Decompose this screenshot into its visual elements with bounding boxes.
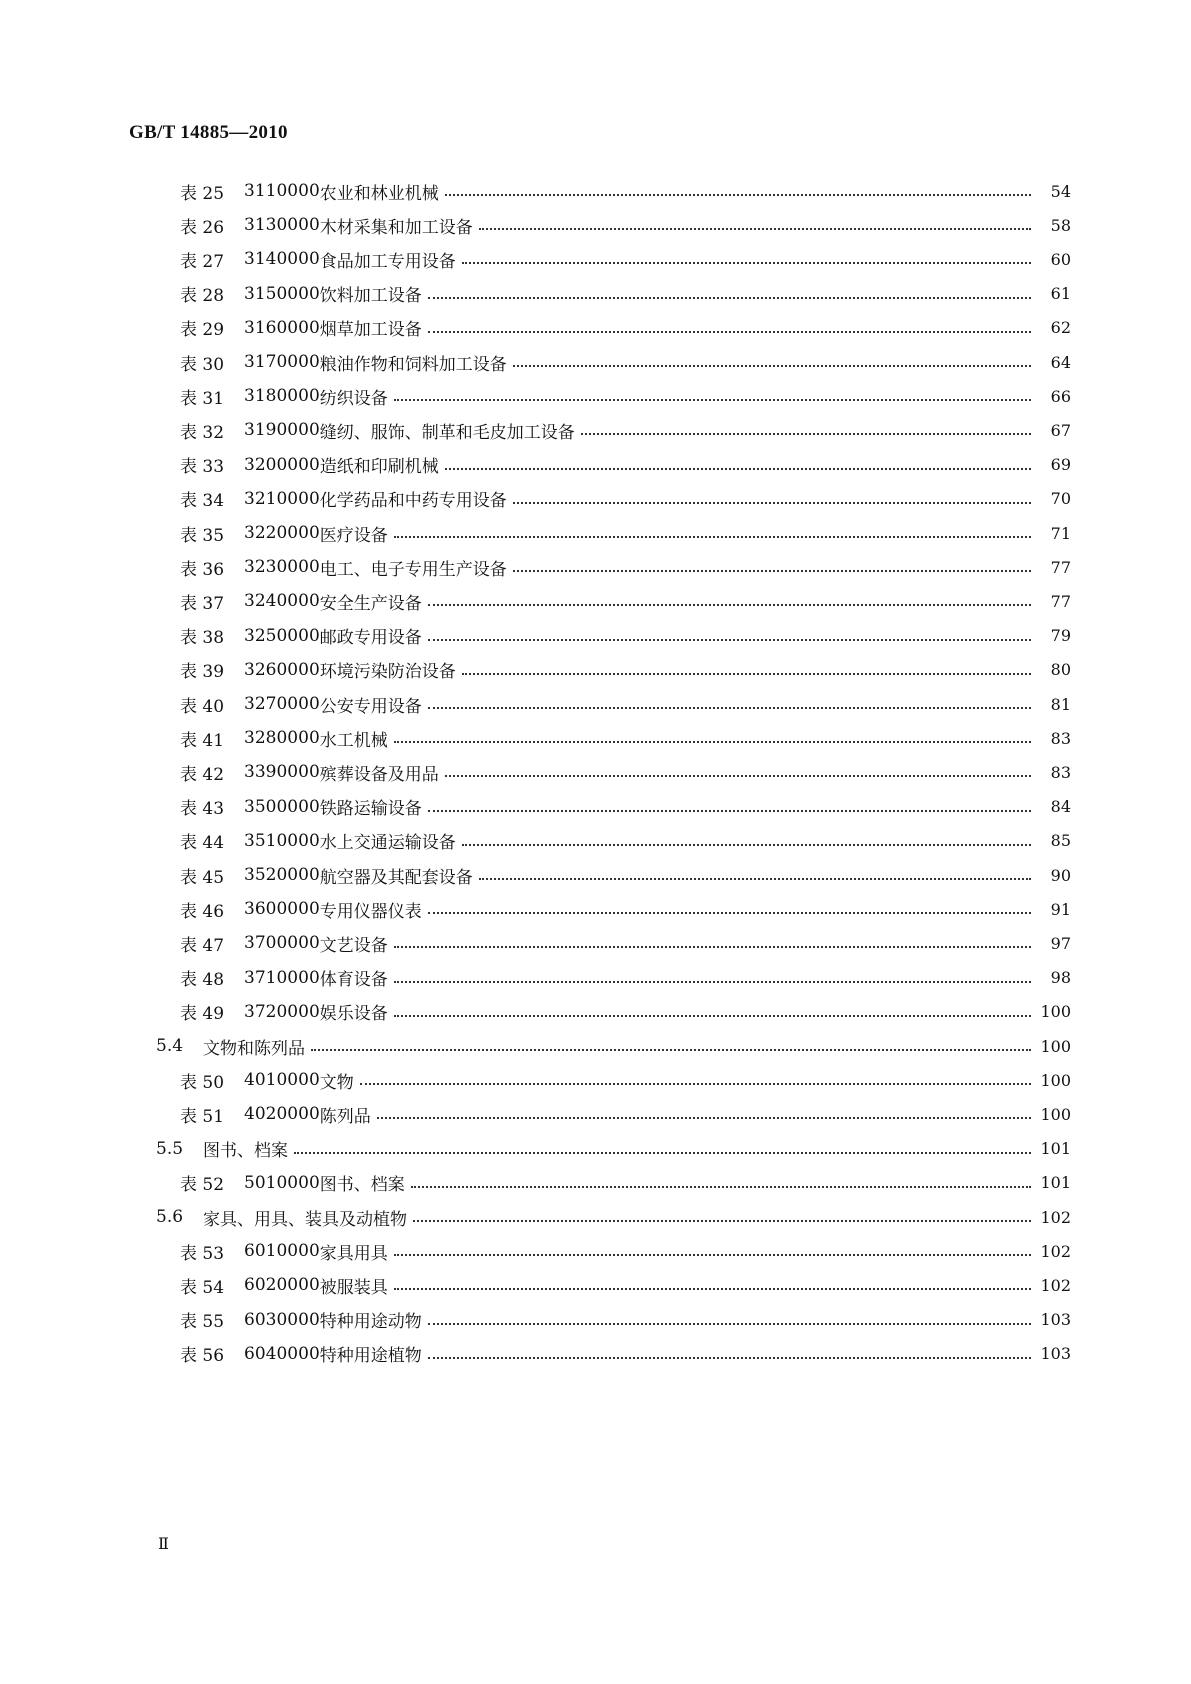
toc-table-row[interactable] — [0, 1097, 1191, 1131]
toc-table-row[interactable] — [0, 174, 1191, 208]
entry-title: 文艺设备 — [319, 935, 388, 956]
page-ref: 58 — [1050, 215, 1071, 235]
page-ref: 85 — [1050, 831, 1071, 851]
entry-title: 木材采集和加工设备 — [319, 217, 473, 238]
toc-entry — [180, 1234, 1071, 1268]
table-label: 表 46 — [180, 901, 225, 922]
toc-entry — [180, 345, 1071, 379]
toc-table-row[interactable] — [0, 482, 1191, 516]
table-label: 表 56 — [180, 1346, 225, 1367]
page-ref: 69 — [1050, 455, 1071, 475]
toc-table-row[interactable] — [0, 755, 1191, 789]
entry-title: 家具用具 — [319, 1243, 388, 1264]
page-ref: 102 — [1040, 1207, 1071, 1227]
dot-leader — [394, 995, 1031, 1029]
classification-code: 3270000 — [244, 694, 320, 714]
classification-code: 3150000 — [244, 283, 320, 304]
dot-leader — [394, 961, 1031, 995]
dot-leader — [411, 1166, 1031, 1200]
toc-entry — [180, 208, 1071, 242]
page-ref: 64 — [1050, 352, 1071, 372]
page-ref: 60 — [1050, 249, 1071, 269]
page-ref: 81 — [1050, 694, 1071, 714]
entry-title: 专用仪器仪表 — [319, 901, 422, 922]
page-number: Ⅱ — [158, 1536, 169, 1553]
dot-leader — [428, 1303, 1031, 1337]
page-ref: 84 — [1050, 797, 1071, 817]
entry-title: 纺织设备 — [319, 388, 388, 409]
toc-table-row[interactable] — [0, 413, 1191, 447]
entry-title: 图书、档案 — [319, 1175, 405, 1196]
dot-leader — [428, 311, 1031, 345]
toc-entry — [180, 858, 1071, 892]
page-ref: 83 — [1050, 728, 1071, 748]
entry-title: 烟草加工设备 — [319, 320, 422, 341]
page-ref: 103 — [1040, 1344, 1071, 1364]
classification-code: 3200000 — [244, 454, 320, 475]
page-ref: 98 — [1050, 968, 1071, 988]
toc-entry — [180, 550, 1071, 584]
dot-leader — [513, 482, 1031, 516]
dot-leader — [445, 755, 1031, 789]
page-ref: 102 — [1040, 1241, 1071, 1261]
entry-title: 环境污染防治设备 — [319, 662, 456, 683]
toc-entry — [180, 721, 1071, 755]
toc-table-row[interactable] — [0, 448, 1191, 482]
table-label: 表 30 — [180, 354, 225, 375]
entry-title: 粮油作物和饲料加工设备 — [319, 354, 507, 375]
page-ref: 100 — [1040, 1036, 1071, 1056]
toc-table-row[interactable] — [0, 858, 1191, 892]
toc-table-row[interactable] — [0, 1337, 1191, 1371]
toc-table-row[interactable] — [0, 926, 1191, 960]
entry-title: 造纸和印刷机械 — [319, 457, 439, 478]
entry-title: 饮料加工设备 — [319, 286, 422, 307]
classification-code: 6040000 — [244, 1343, 320, 1364]
dot-leader — [428, 277, 1031, 311]
entry-title: 体育设备 — [319, 970, 388, 991]
toc-table-row[interactable] — [0, 277, 1191, 311]
toc-table-row[interactable] — [0, 790, 1191, 824]
classification-code: 3600000 — [244, 899, 320, 920]
dot-leader — [394, 1268, 1031, 1302]
classification-code: 6010000 — [244, 1241, 320, 1262]
classification-code: 3240000 — [244, 591, 320, 612]
toc-table-row[interactable] — [0, 1063, 1191, 1097]
dot-leader — [377, 1097, 1031, 1131]
toc-entry — [180, 413, 1071, 447]
page-ref: 97 — [1050, 933, 1071, 953]
toc-entry — [180, 584, 1071, 618]
toc-table-row[interactable] — [0, 892, 1191, 926]
table-label: 表 43 — [180, 799, 225, 820]
table-label: 表 45 — [180, 867, 225, 888]
table-label: 表 42 — [180, 764, 225, 785]
toc-table-row[interactable] — [0, 995, 1191, 1029]
section-number: 5.5 — [156, 1138, 184, 1159]
entry-title: 陈列品 — [319, 1106, 371, 1127]
toc-table-row[interactable] — [0, 516, 1191, 550]
toc-entry — [180, 277, 1071, 311]
table-label: 表 32 — [180, 422, 225, 443]
toc-entry — [180, 653, 1071, 687]
table-label: 表 39 — [180, 662, 225, 683]
page-ref: 101 — [1040, 1139, 1071, 1159]
classification-code: 3210000 — [244, 488, 320, 509]
dot-leader — [394, 379, 1031, 413]
toc-entry — [180, 824, 1071, 858]
toc-table-row[interactable] — [0, 311, 1191, 345]
table-label: 表 52 — [180, 1175, 225, 1196]
dot-leader — [462, 242, 1031, 276]
table-label: 表 55 — [180, 1312, 225, 1333]
dot-leader — [428, 687, 1031, 721]
toc-entry — [180, 995, 1071, 1029]
toc-entry — [180, 687, 1071, 721]
toc-entry — [180, 516, 1071, 550]
table-label: 表 54 — [180, 1277, 225, 1298]
entry-title: 特种用途植物 — [319, 1346, 422, 1367]
section-number: 5.6 — [156, 1207, 184, 1227]
table-label: 表 48 — [180, 970, 225, 991]
toc-entry — [180, 1063, 1071, 1097]
toc-table-row[interactable] — [0, 1234, 1191, 1268]
table-label: 表 38 — [180, 628, 225, 649]
entry-title: 殡葬设备及用品 — [319, 764, 439, 785]
dot-leader — [479, 208, 1031, 242]
page-ref: 79 — [1050, 626, 1071, 646]
toc-table-row[interactable] — [0, 721, 1191, 755]
classification-code: 3390000 — [244, 762, 320, 783]
table-label: 表 49 — [180, 1004, 225, 1025]
toc-entry — [156, 1200, 1071, 1234]
dot-leader — [445, 174, 1031, 208]
toc-entry — [156, 1132, 1071, 1166]
table-label: 表 51 — [180, 1106, 225, 1127]
entry-title: 娱乐设备 — [319, 1004, 388, 1025]
table-label: 表 44 — [180, 833, 225, 854]
dot-leader — [479, 858, 1031, 892]
toc-section-row[interactable] — [0, 1029, 1191, 1063]
entry-title: 特种用途动物 — [319, 1312, 422, 1333]
toc-entry — [180, 892, 1071, 926]
toc-table-row[interactable] — [0, 550, 1191, 584]
table-label: 表 37 — [180, 593, 225, 614]
classification-code: 3160000 — [244, 317, 320, 338]
dot-leader — [513, 550, 1031, 584]
table-label: 表 25 — [180, 183, 225, 204]
page-ref: 100 — [1040, 1070, 1071, 1090]
classification-code: 6020000 — [244, 1275, 320, 1296]
toc-table-row[interactable] — [0, 584, 1191, 618]
table-label: 表 27 — [180, 251, 225, 272]
toc-entry — [180, 1337, 1071, 1371]
page-ref: 62 — [1050, 318, 1071, 338]
entry-title: 航空器及其配套设备 — [319, 867, 473, 888]
dot-leader — [294, 1132, 1031, 1166]
toc-entry — [156, 1029, 1071, 1063]
dot-leader — [581, 413, 1031, 447]
table-label: 表 33 — [180, 457, 225, 478]
toc-section-row[interactable] — [0, 1132, 1191, 1166]
table-label: 表 53 — [180, 1243, 225, 1264]
dot-leader — [428, 619, 1031, 653]
page-ref: 102 — [1040, 1275, 1071, 1295]
standard-number: GB/T 14885—2010 — [129, 122, 288, 143]
page-ref: 77 — [1050, 591, 1071, 611]
toc-entry — [180, 174, 1071, 208]
toc-entry — [180, 755, 1071, 789]
toc-entry — [180, 242, 1071, 276]
page-ref: 54 — [1050, 181, 1071, 201]
dot-leader — [428, 584, 1031, 618]
dot-leader — [428, 892, 1031, 926]
dot-leader — [462, 824, 1031, 858]
table-label: 表 40 — [180, 696, 225, 717]
page-ref: 66 — [1050, 386, 1071, 406]
dot-leader — [394, 516, 1031, 550]
toc-entry — [180, 1097, 1071, 1131]
page-ref: 67 — [1050, 420, 1071, 440]
classification-code: 3110000 — [244, 181, 320, 201]
classification-code: 3700000 — [244, 933, 320, 954]
classification-code: 3170000 — [244, 352, 320, 372]
page-ref: 61 — [1050, 284, 1071, 304]
toc-entry — [180, 1166, 1071, 1200]
entry-title: 医疗设备 — [319, 525, 388, 546]
toc-table-row[interactable] — [0, 1303, 1191, 1337]
toc-entry — [180, 448, 1071, 482]
table-label: 表 31 — [180, 388, 225, 409]
classification-code: 3230000 — [244, 557, 320, 578]
toc-entry — [180, 1268, 1071, 1302]
page-ref: 101 — [1040, 1173, 1071, 1193]
classification-code: 3720000 — [244, 1001, 320, 1022]
table-label: 表 28 — [180, 286, 225, 307]
toc-table-row[interactable] — [0, 208, 1191, 242]
dot-leader — [445, 448, 1031, 482]
toc-section-row[interactable] — [0, 1200, 1191, 1234]
page-ref: 90 — [1050, 865, 1071, 885]
dot-leader — [462, 653, 1031, 687]
classification-code: 3220000 — [244, 523, 320, 543]
toc-entry — [180, 379, 1071, 413]
classification-code: 3140000 — [244, 249, 320, 270]
classification-code: 3260000 — [244, 659, 320, 680]
toc-entry — [180, 311, 1071, 345]
classification-code: 3180000 — [244, 386, 320, 407]
toc-entry — [180, 1303, 1071, 1337]
toc-table-row[interactable] — [0, 1268, 1191, 1302]
entry-title: 邮政专用设备 — [319, 628, 422, 649]
table-label: 表 34 — [180, 491, 225, 512]
classification-code: 3510000 — [244, 830, 320, 851]
dot-leader — [413, 1200, 1031, 1234]
toc-entry — [180, 790, 1071, 824]
table-label: 表 29 — [180, 320, 225, 341]
entry-title: 公安专用设备 — [319, 696, 422, 717]
entry-title: 农业和林业机械 — [319, 183, 439, 204]
entry-title: 水上交通运输设备 — [319, 833, 456, 854]
entry-title: 水工机械 — [319, 730, 388, 751]
classification-code: 3710000 — [244, 967, 320, 988]
dot-leader — [360, 1063, 1031, 1097]
page-ref: 103 — [1040, 1310, 1071, 1330]
page-ref: 80 — [1050, 660, 1071, 680]
toc-entry — [180, 926, 1071, 960]
toc-table-row[interactable] — [0, 379, 1191, 413]
classification-code: 3130000 — [244, 215, 320, 236]
entry-title: 铁路运输设备 — [319, 799, 422, 820]
page-ref: 71 — [1050, 523, 1071, 543]
toc-table-row[interactable] — [0, 653, 1191, 687]
classification-code: 6030000 — [244, 1309, 320, 1330]
page-ref: 91 — [1050, 899, 1071, 919]
page-ref: 77 — [1050, 557, 1071, 577]
table-label: 表 41 — [180, 730, 225, 751]
toc-table-row[interactable] — [0, 242, 1191, 276]
page-ref: 83 — [1050, 762, 1071, 782]
classification-code: 3250000 — [244, 625, 320, 646]
toc-table-row[interactable] — [0, 345, 1191, 379]
table-label: 表 35 — [180, 525, 225, 546]
table-label: 表 26 — [180, 217, 225, 238]
toc-table-row[interactable] — [0, 824, 1191, 858]
toc-entry — [180, 961, 1071, 995]
table-label: 表 50 — [180, 1072, 225, 1093]
dot-leader — [311, 1029, 1031, 1063]
classification-code: 3280000 — [244, 728, 320, 749]
entry-title: 家具、用具、装具及动植物 — [203, 1209, 408, 1230]
classification-code: 3190000 — [244, 420, 320, 441]
classification-code: 3520000 — [244, 865, 320, 885]
dot-leader — [394, 926, 1031, 960]
classification-code: 4020000 — [244, 1104, 320, 1125]
entry-title: 缝纫、服饰、制革和毛皮加工设备 — [319, 422, 575, 443]
entry-title: 文物和陈列品 — [203, 1038, 306, 1059]
toc-table-row[interactable] — [0, 1166, 1191, 1200]
page-ref: 100 — [1040, 1002, 1071, 1022]
table-label: 表 36 — [180, 559, 225, 580]
page-ref: 70 — [1050, 489, 1071, 509]
entry-title: 电工、电子专用生产设备 — [319, 559, 507, 580]
table-label: 表 47 — [180, 935, 225, 956]
entry-title: 被服装具 — [319, 1277, 388, 1298]
entry-title: 化学药品和中药专用设备 — [319, 491, 507, 512]
entry-title: 食品加工专用设备 — [319, 251, 456, 272]
dot-leader — [394, 721, 1031, 755]
entry-title: 文物 — [319, 1072, 354, 1093]
dot-leader — [428, 790, 1031, 824]
classification-code: 3500000 — [244, 796, 320, 817]
dot-leader — [394, 1234, 1031, 1268]
dot-leader — [513, 345, 1031, 379]
page-ref: 100 — [1040, 1104, 1071, 1124]
toc-table-row[interactable] — [0, 619, 1191, 653]
entry-title: 安全生产设备 — [319, 593, 422, 614]
classification-code: 5010000 — [244, 1172, 320, 1193]
section-number: 5.4 — [156, 1036, 184, 1056]
toc-table-row[interactable] — [0, 961, 1191, 995]
toc-table-row[interactable] — [0, 687, 1191, 721]
toc-entry — [180, 619, 1071, 653]
dot-leader — [428, 1337, 1031, 1371]
entry-title: 图书、档案 — [203, 1141, 289, 1162]
toc-entry — [180, 482, 1071, 516]
classification-code: 4010000 — [244, 1070, 320, 1091]
